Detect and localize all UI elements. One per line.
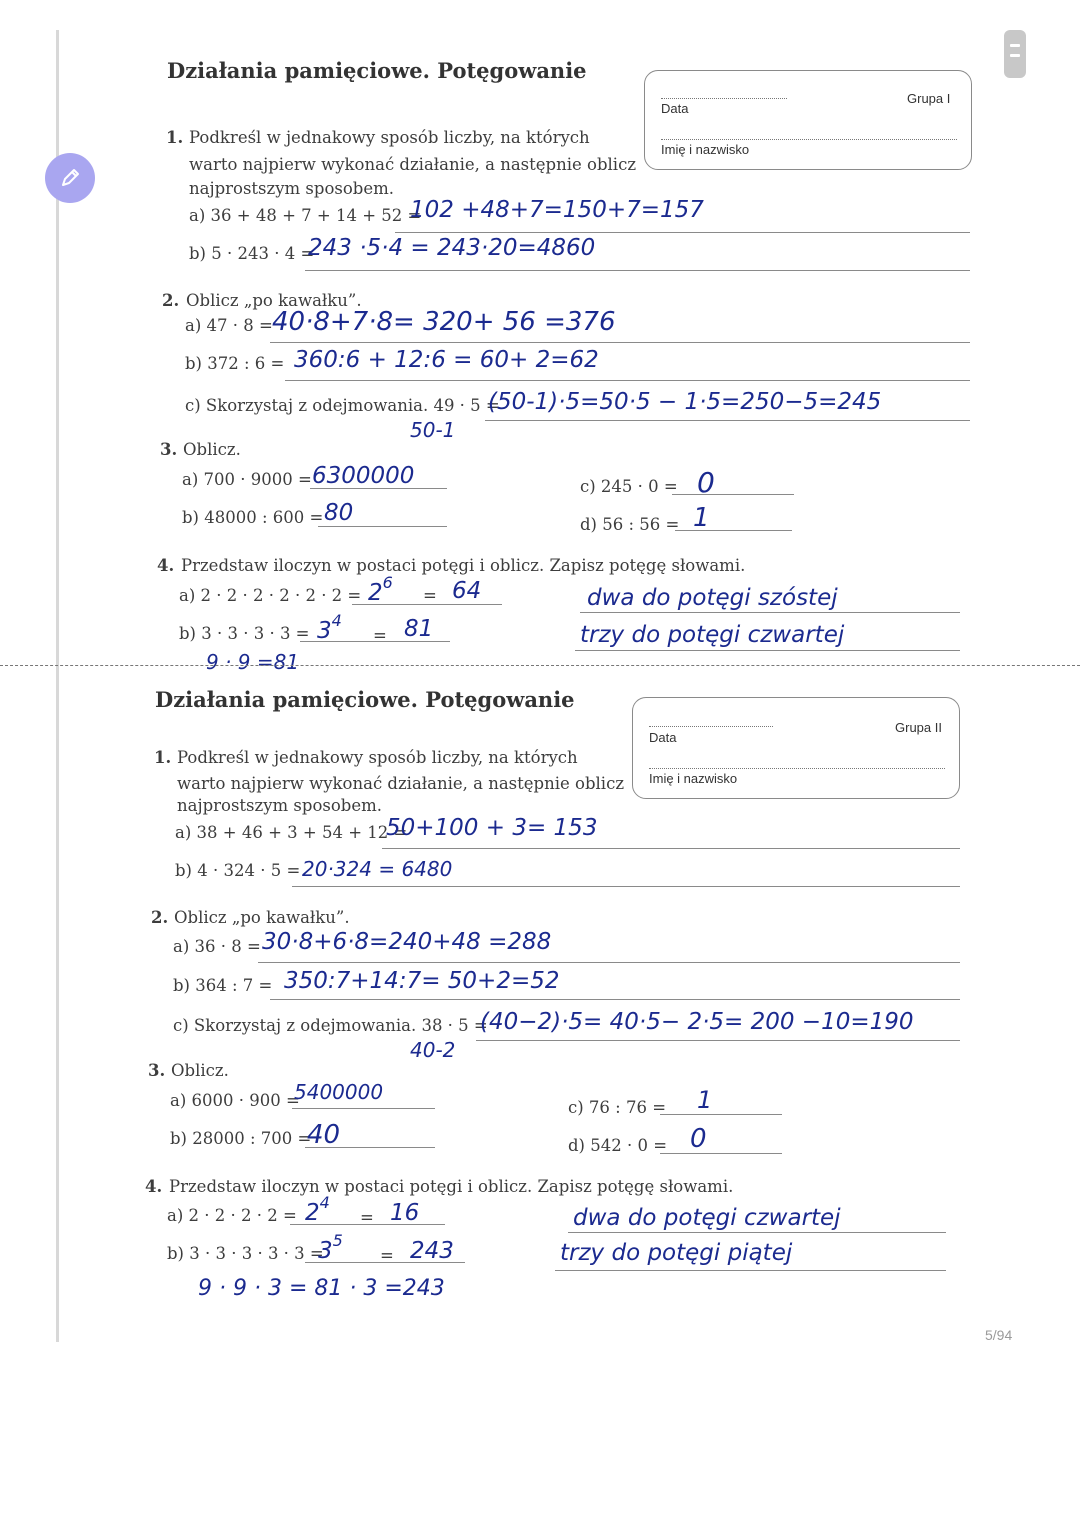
exercise-label: b) 364 : 7 = [173, 976, 273, 995]
answer-line [290, 1224, 445, 1225]
handwritten-answer: 81 [404, 616, 434, 642]
exercise-label: a) 36 + 48 + 7 + 14 + 52 = [189, 206, 422, 225]
task-instruction: warto najpierw wykonać działanie, a następnie oblicz [177, 774, 625, 793]
exercise-label: b) 5 · 243 · 4 = [189, 244, 315, 263]
handwritten-answer: 243 ·5·4 = 243·20=4860 [308, 235, 596, 261]
handwritten-answer: 5400000 [294, 1080, 384, 1104]
task-number: 1. [166, 128, 184, 147]
answer-line [395, 232, 970, 233]
exercise-label: a) 36 · 8 = [173, 937, 261, 956]
student-info-box-1 [644, 70, 972, 170]
task-instruction: Podkreśl w jednakowy sposób liczby, na których [177, 748, 578, 767]
answer-line [660, 1114, 782, 1115]
power-base: 3 [317, 618, 332, 644]
answer-line [300, 641, 450, 642]
handwritten-work: 9 · 9 =81 [206, 650, 300, 674]
exercise-label: b) 3 · 3 · 3 · 3 · 3 = [167, 1244, 324, 1263]
answer-line [672, 494, 794, 495]
handwritten-words: trzy do potęgi piątej [560, 1240, 793, 1266]
exercise-label: c) 76 : 76 = [568, 1098, 667, 1117]
handwritten-answer: 6300000 [312, 463, 415, 489]
page-title-group-2: Działania pamięciowe. Potęgowanie [155, 687, 575, 712]
answer-line [292, 1108, 435, 1109]
power-exponent: 4 [331, 611, 342, 630]
task-instruction: Oblicz „po kawałku”. [174, 908, 350, 927]
handwritten-answer: 0 [690, 1124, 707, 1154]
handwritten-note: 50-1 [410, 418, 456, 442]
exercise-label: a) 38 + 46 + 3 + 54 + 12 = [175, 823, 408, 842]
handwritten-note: 40-2 [410, 1038, 456, 1062]
answer-line [660, 1153, 782, 1154]
handwritten-answer: (50-1)·5=50·5 − 1·5=250−5=245 [488, 389, 882, 415]
answer-line [485, 420, 970, 421]
equals-sign: = [423, 586, 437, 605]
handwritten-work: 9 · 9 · 3 = 81 · 3 =243 [198, 1276, 445, 1301]
answer-line [555, 1270, 946, 1271]
name-label: Imię i nazwisko [661, 142, 750, 157]
handwritten-answer: 360:6 + 12:6 = 60+ 2=62 [294, 347, 599, 373]
answer-line [675, 530, 792, 531]
name-field[interactable] [661, 139, 957, 140]
date-label: Data [649, 730, 677, 745]
answer-line [310, 488, 447, 489]
answer-line [382, 848, 960, 849]
exercise-label: a) 6000 · 900 = [170, 1091, 300, 1110]
equals-sign: = [373, 626, 387, 645]
scrollbar-handle[interactable] [1004, 30, 1026, 78]
answer-line [305, 1262, 465, 1263]
exercise-label: b) 48000 : 600 = [182, 508, 324, 527]
answer-line [305, 1147, 435, 1148]
power-base: 2 [368, 580, 383, 606]
handwritten-answer: 40·8+7·8= 320+ 56 =376 [272, 307, 616, 337]
exercise-label: d) 56 : 56 = [580, 515, 680, 534]
group-label: Grupa II [895, 720, 942, 735]
answer-line [580, 612, 960, 613]
task-number: 4. [145, 1177, 163, 1196]
handwritten-answer: 50+100 + 3= 153 [386, 815, 598, 841]
exercise-label: b) 3 · 3 · 3 · 3 = [179, 624, 310, 643]
handwritten-answer: 1 [693, 503, 710, 533]
task-number: 4. [157, 556, 175, 575]
answer-line [305, 270, 970, 271]
date-label: Data [661, 101, 689, 116]
exercise-label: d) 542 · 0 = [568, 1136, 668, 1155]
handwritten-answer: 0 [697, 466, 715, 499]
handwritten-words: trzy do potęgi czwartej [580, 622, 845, 648]
task-number: 3. [148, 1061, 166, 1080]
student-info-box-2 [632, 697, 960, 799]
answer-line [270, 342, 970, 343]
exercise-label: b) 372 : 6 = [185, 354, 285, 373]
task-instruction: warto najpierw wykonać działanie, a następnie oblicz [189, 155, 637, 174]
exercise-label: c) Skorzystaj z odejmowania. 49 · 5 = [185, 396, 500, 415]
handwritten-answer: 102 +48+7=150+7=157 [410, 197, 704, 223]
exercise-label: a) 700 · 9000 = [182, 470, 312, 489]
power-exponent: 6 [382, 573, 393, 592]
answer-line [352, 604, 502, 605]
power-base: 3 [318, 1238, 333, 1264]
answer-line [318, 526, 447, 527]
exercise-label: c) 245 · 0 = [580, 477, 678, 496]
annotate-button[interactable] [45, 153, 95, 203]
exercise-label: a) 2 · 2 · 2 · 2 · 2 · 2 = [179, 586, 362, 605]
task-number: 2. [162, 291, 180, 310]
handwritten-answer: 243 [410, 1238, 454, 1264]
equals-sign: = [380, 1246, 394, 1265]
handwritten-answer [368, 573, 393, 606]
handwritten-answer: 40 [307, 1120, 341, 1150]
exercise-label: b) 4 · 324 · 5 = [175, 861, 301, 880]
exercise-label: b) 28000 : 700 = [170, 1129, 312, 1148]
date-field[interactable] [661, 98, 787, 99]
task-instruction: najprostszym sposobem. [189, 179, 395, 198]
task-instruction: Przedstaw iloczyn w postaci potęgi i oblicz. Zapisz potęgę słowami. [181, 556, 746, 575]
handwritten-words: dwa do potęgi szóstej [587, 585, 838, 611]
task-instruction: Oblicz. [183, 440, 241, 459]
handwritten-answer [318, 1231, 343, 1264]
task-instruction: Oblicz „po kawałku”. [186, 291, 362, 310]
group-label: Grupa I [907, 91, 951, 106]
answer-line [476, 1040, 960, 1041]
answer-line [292, 886, 960, 887]
cut-line [0, 665, 1080, 666]
exercise-label: a) 47 · 8 = [185, 316, 273, 335]
page-background [0, 1342, 1080, 1526]
task-number: 2. [151, 908, 169, 927]
exercise-label: a) 2 · 2 · 2 · 2 = [167, 1206, 297, 1225]
task-instruction: Przedstaw iloczyn w postaci potęgi i oblicz. Zapisz potęgę słowami. [169, 1177, 734, 1196]
exercise-label: c) Skorzystaj z odejmowania. 38 · 5 = [173, 1016, 488, 1035]
equals-sign: = [360, 1208, 374, 1227]
handwritten-answer: 80 [324, 500, 354, 526]
handwritten-answer: 64 [452, 578, 482, 604]
power-base: 2 [305, 1200, 320, 1226]
power-exponent: 4 [319, 1193, 330, 1212]
pen-icon [57, 165, 83, 191]
handwritten-answer: 1 [697, 1086, 713, 1114]
handwritten-answer: 30·8+6·8=240+48 =288 [262, 929, 552, 955]
task-instruction: Podkreśl w jednakowy sposób liczby, na których [189, 128, 590, 147]
answer-line [258, 962, 960, 963]
task-instruction: najprostszym sposobem. [177, 796, 383, 815]
task-number: 1. [154, 748, 172, 767]
name-label: Imię i nazwisko [649, 771, 738, 786]
handwritten-answer: 16 [390, 1200, 420, 1226]
task-instruction: Oblicz. [171, 1061, 229, 1080]
handwritten-answer: (40−2)·5= 40·5− 2·5= 200 −10=190 [480, 1009, 914, 1035]
date-field[interactable] [649, 726, 773, 727]
page-counter: 5/94 [985, 1327, 1013, 1343]
task-number: 3. [160, 440, 178, 459]
name-field[interactable] [649, 768, 945, 769]
handwritten-answer: 20·324 = 6480 [302, 857, 453, 881]
answer-line [568, 1232, 946, 1233]
answer-line [285, 380, 970, 381]
handwritten-answer [305, 1193, 330, 1226]
handwritten-words: dwa do potęgi czwartej [573, 1205, 841, 1231]
handwritten-answer: 350:7+14:7= 50+2=52 [284, 968, 560, 994]
answer-line [270, 999, 960, 1000]
power-exponent: 5 [332, 1231, 343, 1250]
answer-line [575, 650, 960, 651]
page-title-group-1: Działania pamięciowe. Potęgowanie [167, 58, 587, 83]
